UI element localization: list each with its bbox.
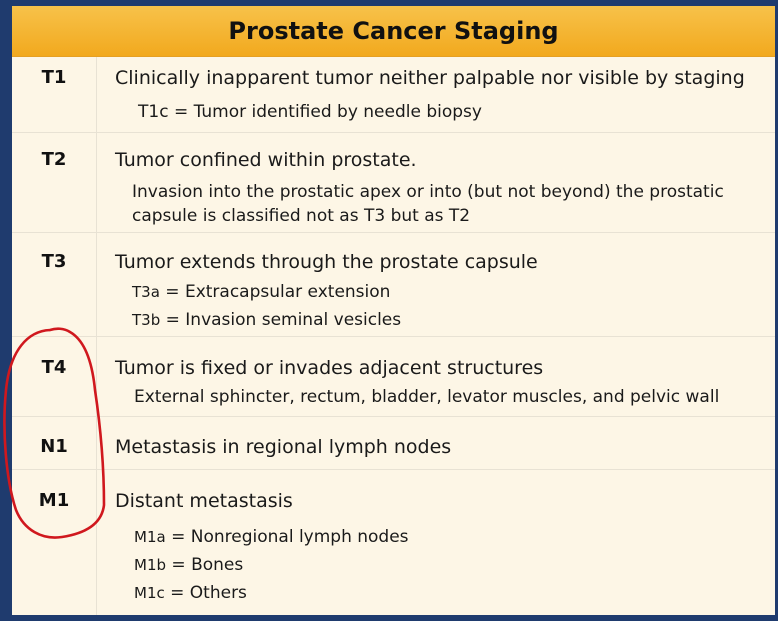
stage-code: T1 bbox=[41, 67, 67, 88]
table-row-m1 bbox=[12, 470, 775, 615]
table-row-n1 bbox=[12, 417, 775, 470]
stage-code-cell bbox=[12, 337, 97, 416]
table-row-t1 bbox=[12, 57, 775, 133]
substage-text: = Nonregional lymph nodes bbox=[165, 527, 409, 547]
substage-text: = Extracapsular extension bbox=[159, 282, 391, 302]
table-row-t2 bbox=[12, 133, 775, 233]
substage-line bbox=[134, 553, 243, 578]
substage-code: M1c bbox=[134, 584, 165, 602]
table-row-t4 bbox=[12, 337, 775, 417]
stage-code-cell bbox=[12, 133, 97, 232]
stage-code: N1 bbox=[40, 436, 68, 457]
stage-description: Tumor extends through the prostate capsule bbox=[115, 251, 538, 273]
stage-description: Tumor confined within prostate. bbox=[115, 149, 417, 171]
substage-text: = Bones bbox=[166, 555, 244, 575]
stage-code-cell bbox=[12, 417, 97, 469]
stage-description: Clinically inapparent tumor neither palpable nor visible by staging bbox=[115, 67, 745, 89]
substage-text: = Invasion seminal vesicles bbox=[160, 310, 402, 330]
substage-code: T1c bbox=[138, 102, 169, 122]
stage-description: Metastasis in regional lymph nodes bbox=[115, 436, 452, 458]
substage-code: M1a bbox=[134, 528, 166, 546]
staging-card bbox=[12, 6, 775, 615]
substage-code: T3a bbox=[132, 283, 160, 301]
stage-note-line: capsule is classified not as T3 but as T2 bbox=[132, 206, 471, 226]
stage-code-cell bbox=[12, 470, 97, 615]
table-row-t3 bbox=[12, 233, 775, 337]
stage-note-line: External sphincter, rectum, bladder, levator muscles, and pelvic wall bbox=[134, 387, 720, 407]
stage-code: T3 bbox=[41, 251, 67, 272]
substage-line bbox=[132, 308, 401, 333]
substage-line bbox=[134, 525, 409, 550]
stage-code: M1 bbox=[38, 490, 70, 511]
stage-code: T2 bbox=[41, 149, 67, 170]
table-title: Prostate Cancer Staging bbox=[12, 6, 775, 57]
substage-code: M1b bbox=[134, 556, 167, 574]
substage-text: = Others bbox=[164, 583, 247, 603]
substage-line bbox=[138, 100, 482, 125]
substage-code: T3b bbox=[132, 311, 161, 329]
stage-description: Tumor is fixed or invades adjacent structures bbox=[115, 357, 544, 379]
substage-line bbox=[134, 581, 247, 606]
stage-code-cell bbox=[12, 57, 97, 132]
stage-code-cell bbox=[12, 233, 97, 336]
stage-description: Distant metastasis bbox=[115, 490, 293, 512]
stage-note-line: Invasion into the prostatic apex or into (but not beyond) the prostatic bbox=[132, 182, 724, 202]
substage-line bbox=[132, 280, 390, 305]
substage-text: = Tumor identified by needle biopsy bbox=[168, 102, 482, 122]
stage-code: T4 bbox=[41, 357, 67, 378]
